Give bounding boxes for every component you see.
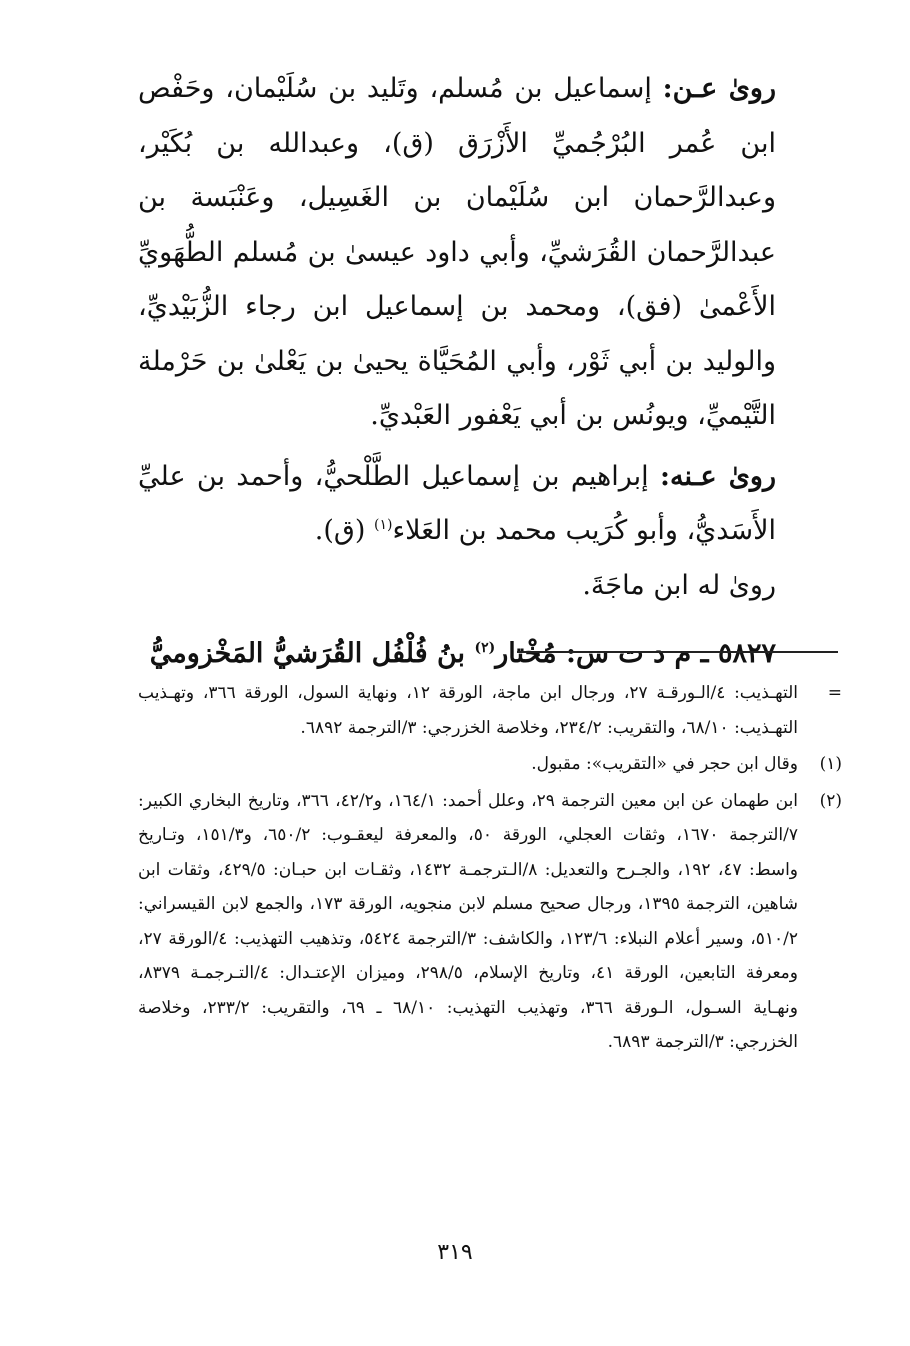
narrated-from-label: روىٰ عـن: [662,73,776,104]
footnote-continued [138,676,842,745]
entry-number: ٥٨٢٧ ـ م د ت س: [565,638,776,669]
narrated-from-paragraph [138,62,840,444]
page-number: ٣١٩ [437,1240,473,1265]
footnote-2 [138,784,842,1060]
entry-name: مُخْتار [495,638,557,669]
footnotes [138,676,842,1062]
narrated-by-text-end: (ق). [314,515,366,546]
footnote-mark: = [827,683,842,703]
narrated-by-text: إبراهيم بن إسماعيل الطَّلْحيُّ، وأحمد بن عليِّ الأَسَديُّ، وأبو كُرَيب محمد بن العَلاء [138,460,776,546]
narrated-by-paragraph [138,450,840,559]
footnote-separator [517,651,838,653]
footnote-mark: (٢) [819,790,842,811]
footnote-text: ابن طهمان عن ابن معين الترجمة ٢٩، وعلل أحمد: ١٦٤/١، و٤٢/٢، ٣٦٦، وتاريخ البخاري الكبير: ٧/الترجمة ١٦٧٠، وثقات العجلي، الورقة ٥٠، والمعرفة ليعقـوب: ٦٥٠/٢، و١٥١/٣، وتـاريخ واسط: ٤٧، ١٩٢، والجـرح والتعديل: ٨/الـترجمـة ١٤٣٢، وثقـات ابن حبـان: ٤٢٩/٥، وثقات ابن شاهين، الترجمة ١٣٩٥، ورجال صحيح مسلم لابن منجويه، الورقة ١٧٣، والجمع لابن القيسراني: ٥١٠/٢، وسير أعلام النبلاء: ١٢٣/٦، والكاشف: ٣/الترجمة ٥٤٢٤، وتذهيب التهذيب: ٤/الورقة ٢٧، ومعرفة التابعين، الورقة ٤١، وتاريخ الإسلام، ٢٩٨/٥، وميزان الإعتـدال: ٤/التـرجمـة ٨٣٧٩، ونهـاية السـول، الـورقة ٣٦٦، وتهذيب التهذيب: ٦٨/١٠ ـ ٦٩، والتقريب: ٢٣٣/٢، وخلاصة الخزرجي: ٣/الترجمة ٦٨٩٣. [138,790,799,1052]
footnote-text: التهـذيب: ٤/الـورقـة ٢٧، ورجال ابن ماجة، الورقة ١٢، ونهاية السول، الورقة ٣٦٦، وتهـذيب التهـذيب: ٦٨/١٠، والتقريب: ٢٣٤/٢، وخلاصة الخزرجي: ٣/الترجمة ٦٨٩٢. [138,683,798,738]
narrated-from-text: إسماعيل بن مُسلم، وتَليد بن سُلَيْمان، وحَفْص ابن عُمر البُرْجُميِّ الأَزْرَق (ق)، وعبدالله بن بُكَيْر، وعبدالرَّحمان ابن سُلَيْمان بن الغَسِيل، وعَنْبَسة بن عبدالرَّحمان القُرَشيِّ، وأبي داود عيسىٰ بن مُسلم الطُّهَويِّ الأَعْمىٰ (فق)، ومحمد بن إسماعيل ابن رجاء الزُّبَيْديِّ، والوليد بن أبي ثَوْر، وأبي المُحَيَّاة يحيىٰ بن يَعْلىٰ بن حَرْملة التَّيْميِّ، ويونُس بن أبي يَعْفور العَبْديِّ. [138,73,776,431]
footnote-text: وقال ابن حجر في «التقريب»: مقبول. [531,754,798,774]
footnote-ref-2: (٢) [474,640,496,656]
footnote-ref-1: (١) [373,517,393,533]
entry-name-rest: بنُ فُلْفُل القُرَشيُّ المَخْزوميُّ [149,638,466,669]
footnote-mark: (١) [819,754,842,774]
entry-heading [138,627,840,682]
ibn-majah-line: روىٰ له ابن ماجَةَ. [582,569,776,601]
footnote-1 [138,747,842,782]
main-text [138,62,840,682]
narrated-by-label: روىٰ عـنه: [660,460,776,492]
